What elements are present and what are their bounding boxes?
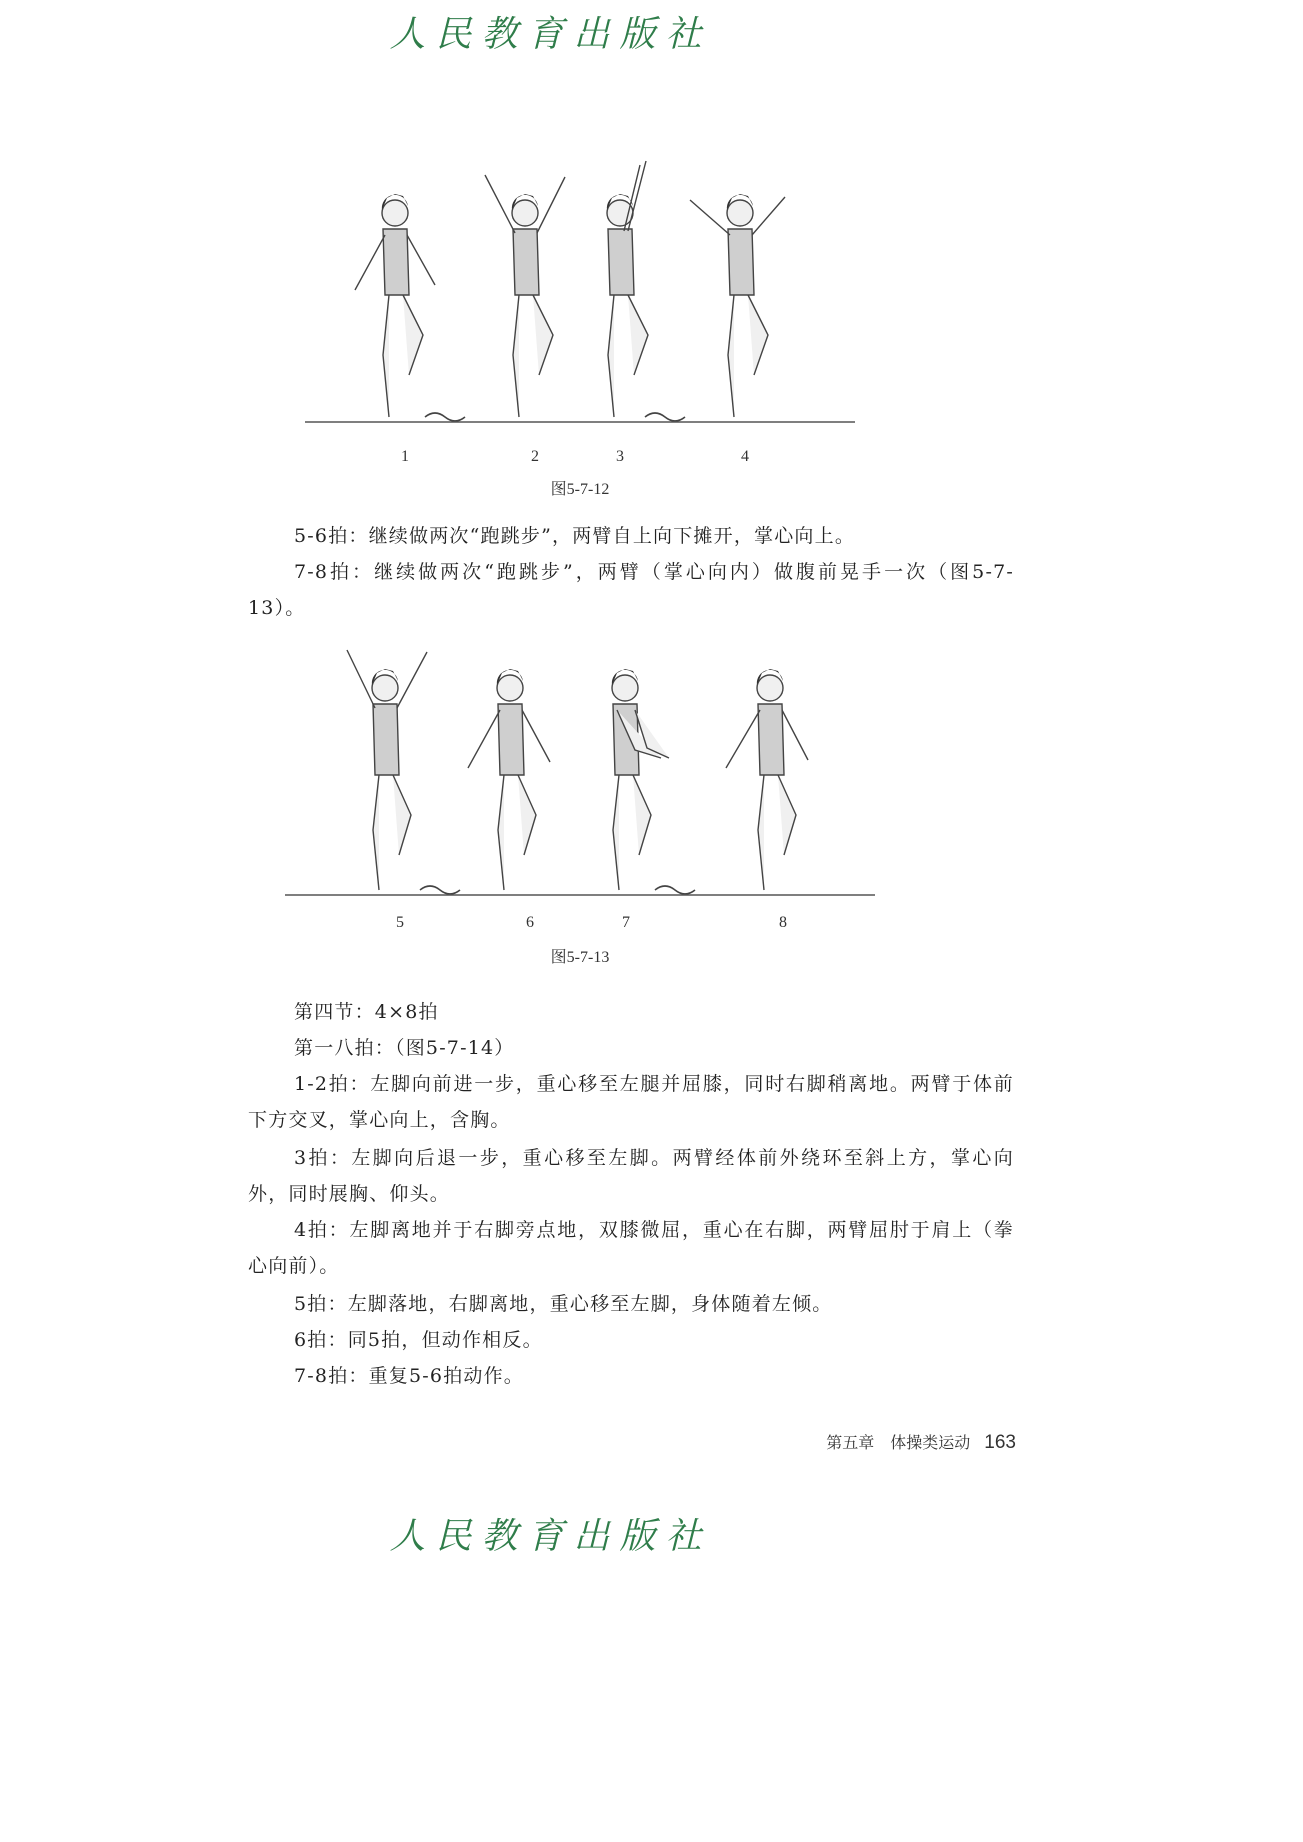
figure-5-7-12-illustration [300,155,860,475]
figure-label: 3 [616,448,624,465]
figure-label: 2 [531,448,539,465]
figure-5-7-13-illustration [280,640,880,940]
chapter-title: 第五章 体操类运动 [826,1433,971,1452]
figure-5-7-13 [280,640,880,940]
paragraph: 1-2拍：左脚向前进一步，重心移至左腿并屈膝，同时右脚稍离地。两臂于体前下方交叉，掌心向上，含胸。 [248,1073,1014,1131]
paragraph: 5-6拍：继续做两次“跑跳步”，两臂自上向下摊开，掌心向上。 [294,525,856,547]
figure-label: 8 [779,914,787,931]
section-heading: 第四节：4×8拍 [294,1001,439,1023]
figure-caption: 图5-7-13 [550,949,610,966]
paragraph: 4拍：左脚离地并于右脚旁点地，双膝微屈，重心在右脚，两臂屈肘于肩上（拳心向前）。 [248,1219,1014,1277]
paragraph: 6拍：同5拍，但动作相反。 [294,1329,543,1351]
publisher-watermark-top: 人民教育出版社 [389,14,712,55]
figure-label: 6 [526,914,534,931]
page-footer [780,1430,1016,1454]
page-number: 163 [984,1432,1016,1453]
paragraph: 7-8拍：继续做两次“跑跳步”，两臂（掌心向内）做腹前晃手一次（图5-7-13）。 [248,561,1014,619]
figure-label: 1 [401,448,409,465]
paragraph: 3拍：左脚向后退一步，重心移至左脚。两臂经体前外绕环至斜上方，掌心向外，同时展胸、仰头。 [248,1147,1014,1205]
figure-caption: 图5-7-12 [550,481,610,498]
figure-label: 5 [396,914,404,931]
publisher-watermark-bottom: 人民教育出版社 [389,1516,712,1557]
paragraph: 5拍：左脚落地，右脚离地，重心移至左脚，身体随着左倾。 [294,1293,833,1315]
figure-label: 7 [622,914,630,931]
figure-label: 4 [741,448,749,465]
paragraph: 7-8拍：重复5-6拍动作。 [294,1365,524,1387]
subsection-heading: 第一八拍：（图5-7-14） [294,1037,515,1059]
figure-5-7-12 [300,155,860,475]
